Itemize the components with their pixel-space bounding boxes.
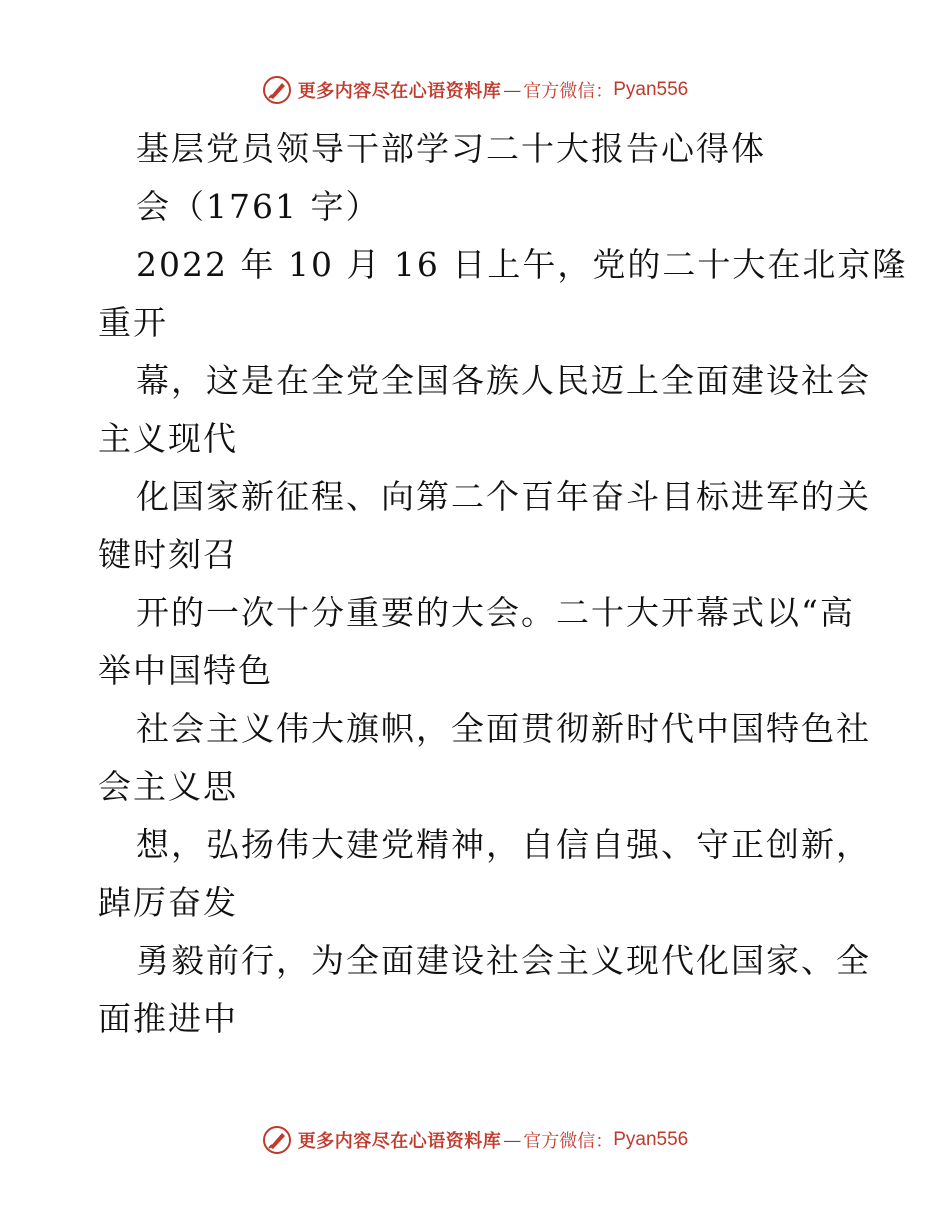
doc-line: 幕，这是在全党全国各族人民迈上全面建设社会 (136, 361, 871, 400)
doc-line: 主义现代 (98, 419, 238, 458)
footer-promo-text: 更多内容尽在心语资料库 (297, 1131, 502, 1152)
doc-line: 想，弘扬伟大建党精神，自信自强、守正创新， (136, 825, 871, 864)
doc-line: 踔厉奋发 (98, 883, 238, 922)
header-banner (0, 70, 950, 110)
doc-line: 勇毅前行，为全面建设社会主义现代化国家、全 (136, 941, 871, 980)
doc-line: 面推进中 (98, 999, 238, 1038)
header-promo-text: 更多内容尽在心语资料库 (297, 81, 502, 102)
header-wechat-id: Pyan556 (613, 79, 689, 100)
footer-wechat-id: Pyan556 (613, 1129, 689, 1150)
footer-separator: — (503, 1129, 522, 1151)
doc-title-line-2: 会（1761 字） (136, 187, 381, 226)
footer-wechat-label: 官方微信： (523, 1131, 614, 1152)
doc-line: 开的一次十分重要的大会。二十大开幕式以“高 (136, 593, 855, 632)
doc-line: 化国家新征程、向第二个百年奋斗目标进军的关 (136, 477, 871, 516)
doc-line: 会主义思 (98, 767, 238, 806)
header-separator: — (503, 79, 522, 101)
document-body (98, 120, 908, 1048)
footer-banner (0, 1120, 950, 1160)
doc-line: 键时刻召 (98, 535, 238, 574)
doc-line: 重开 (98, 303, 168, 342)
quill-logo-icon (262, 75, 292, 105)
doc-line: 举中国特色 (98, 651, 273, 690)
doc-line: 社会主义伟大旗帜，全面贯彻新时代中国特色社 (136, 709, 871, 748)
doc-line: 2022 年 10 月 16 日上午，党的二十大在北京隆 (136, 245, 908, 284)
doc-title-line-1: 基层党员领导干部学习二十大报告心得体 (136, 129, 766, 168)
quill-logo-icon (262, 1125, 292, 1155)
header-wechat-label: 官方微信： (523, 81, 614, 102)
